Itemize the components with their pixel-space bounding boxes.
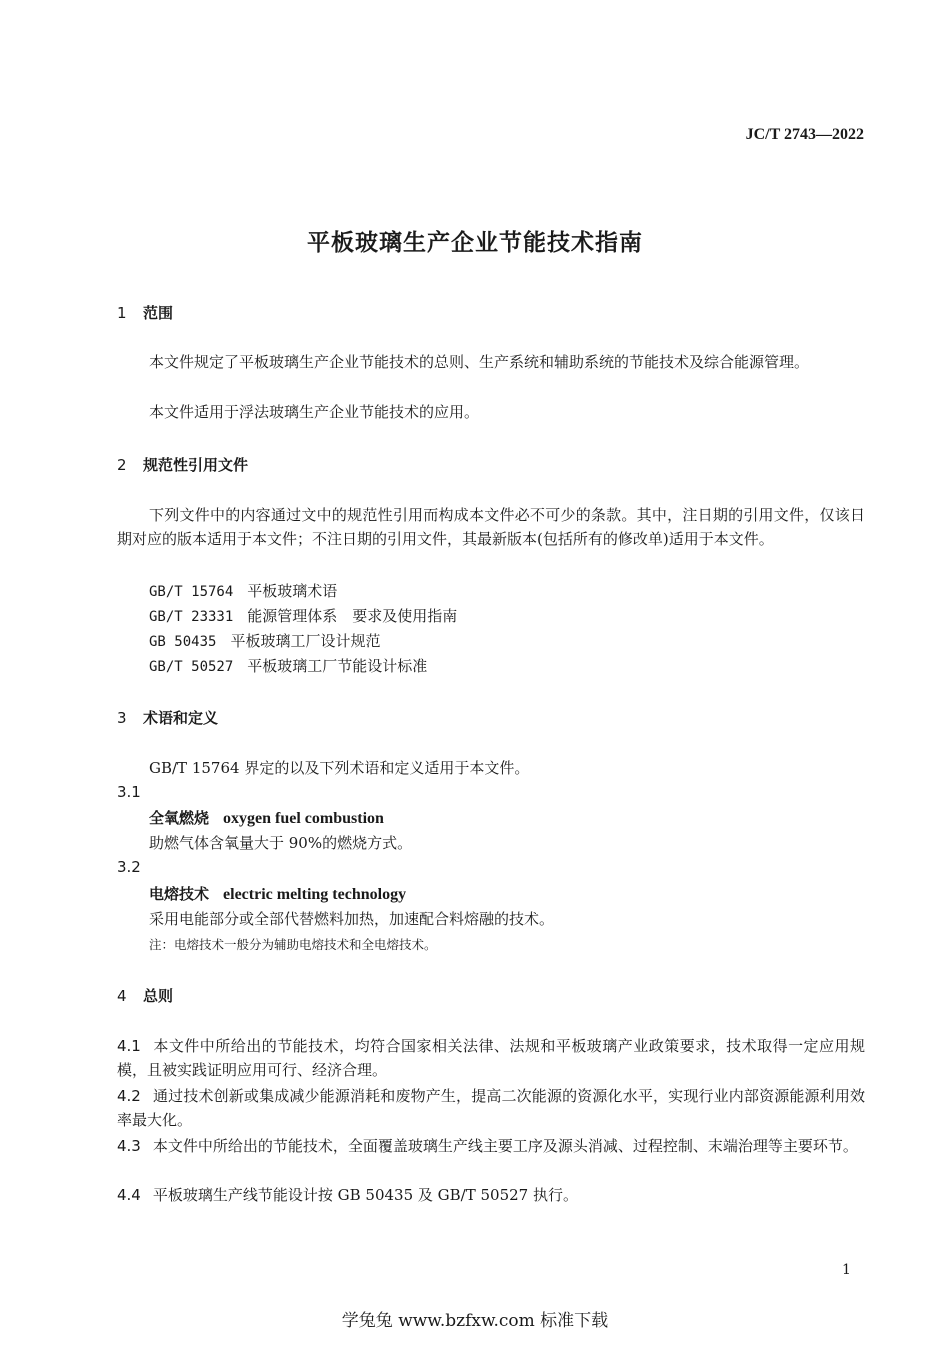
section-number: 3: [117, 709, 127, 727]
reference-code: GB/T 50527: [149, 659, 234, 675]
reference-code: GB/T 23331: [149, 609, 234, 625]
term-entry: [149, 883, 406, 904]
clause-text: 平板玻璃生产线节能设计按 GB 50435 及 GB/T 50527 执行。: [152, 1186, 578, 1204]
section-title: 术语和定义: [143, 709, 219, 727]
section-number: 1: [117, 304, 127, 322]
reference-title: 平板玻璃工厂设计规范: [230, 632, 381, 650]
clause-item: [117, 1183, 865, 1207]
reference-item: [149, 630, 380, 651]
clause-text: 通过技术创新或集成减少能源消耗和废物产生，提高二次能源的资源化水平，实现行业内部资源能源利用效率最大化。: [117, 1087, 865, 1129]
term-zh: 电熔技术: [149, 885, 210, 903]
section-2-heading: [117, 454, 248, 475]
section-number: 4: [117, 987, 127, 1005]
term-en: electric melting technology: [223, 886, 407, 903]
clause-number: 4.2: [117, 1087, 141, 1105]
term-entry: [149, 807, 384, 828]
reference-code: GB/T 15764: [149, 584, 234, 600]
section-title: 总则: [143, 987, 174, 1005]
reference-title: 平板玻璃术语: [247, 582, 338, 600]
section-4-heading: [117, 985, 173, 1006]
section-3-heading: [117, 707, 218, 728]
clause-item: [117, 1084, 865, 1132]
term-note: 注：电熔技术一般分为辅助电熔技术和全电熔技术。: [149, 937, 437, 952]
reference-code: GB 50435: [149, 634, 217, 650]
section-1-heading: [117, 302, 173, 323]
section-1-paragraph-2: 本文件适用于浮法玻璃生产企业节能技术的应用。: [149, 403, 480, 421]
page-number: 1: [842, 1262, 851, 1278]
clause-text: 本文件中所给出的节能技术，全面覆盖玻璃生产线主要工序及源头消减、过程控制、末端治理等主要环节。: [152, 1137, 858, 1155]
term-definition: 采用电能部分或全部代替燃料加热，加速配合料熔融的技术。: [149, 910, 555, 928]
reference-item: [149, 605, 457, 626]
reference-item: [149, 580, 337, 601]
clause-number: 4.4: [117, 1186, 141, 1204]
term-definition: 助燃气体含氧量大于 90%的燃烧方式。: [149, 834, 413, 852]
term-en: oxygen fuel combustion: [223, 810, 384, 827]
footer-watermark: 学兔兔 www.bzfxw.com 标准下载: [341, 1311, 609, 1331]
term-number: 3.1: [117, 783, 141, 801]
clause-number: 4.3: [117, 1137, 141, 1155]
clause-item: [117, 1034, 865, 1082]
clause-item: [117, 1134, 865, 1158]
reference-item: [149, 655, 427, 676]
document-title: 平板玻璃生产企业节能技术指南: [307, 230, 643, 256]
standard-code: JC/T 2743—2022: [745, 126, 864, 143]
section-2-intro: 下列文件中的内容通过文中的规范性引用而构成本文件必不可少的条款。其中，注日期的引用文件，仅该日期对应的版本适用于本文件；不注日期的引用文件，其最新版本(包括所有的修改单)适用于本文件。: [117, 506, 865, 548]
section-1-paragraph-1: 本文件规定了平板玻璃生产企业节能技术的总则、生产系统和辅助系统的节能技术及综合能源管理。: [149, 353, 810, 371]
term-number: 3.2: [117, 858, 141, 876]
term-zh: 全氧燃烧: [149, 809, 210, 827]
section-title: 范围: [143, 304, 174, 322]
reference-title: 能源管理体系 要求及使用指南: [247, 607, 458, 625]
clause-number: 4.1: [117, 1037, 141, 1055]
section-title: 规范性引用文件: [143, 456, 249, 474]
section-number: 2: [117, 456, 127, 474]
reference-title: 平板玻璃工厂节能设计标准: [247, 657, 428, 675]
clause-text: 本文件中所给出的节能技术，均符合国家相关法律、法规和平板玻璃产业政策要求，技术取得一定应用规模，且被实践证明应用可行、经济合理。: [117, 1037, 865, 1079]
section-3-intro: GB/T 15764 界定的以及下列术语和定义适用于本文件。: [149, 759, 530, 777]
